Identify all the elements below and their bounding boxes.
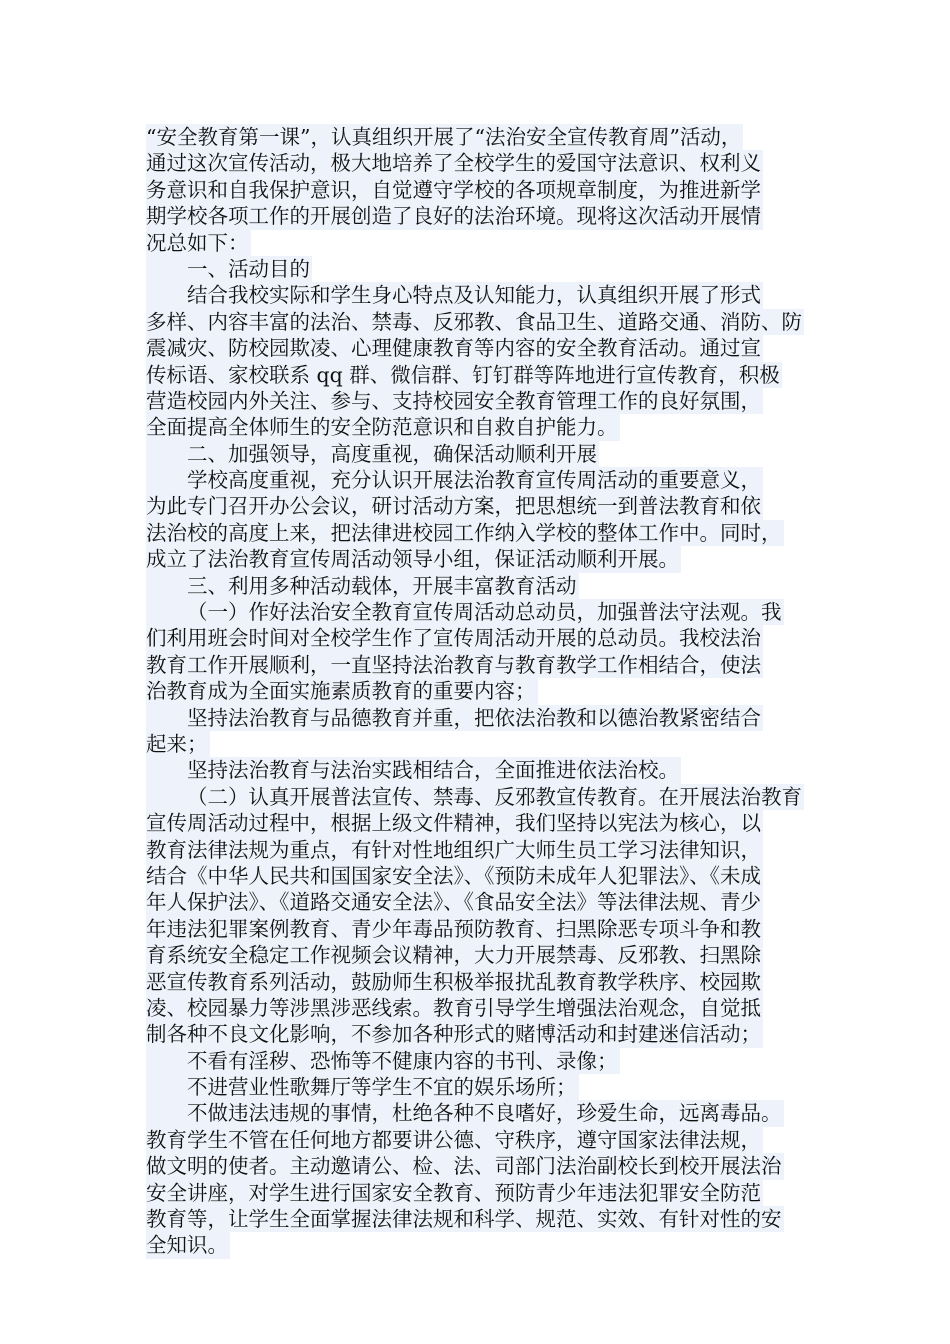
text-line [146,916,806,942]
text-line-content: 务意识和自我保护意识，自觉遵守学校的各项规章制度，为推进新学 [146,177,761,202]
text-line-content: （一）作好法治安全教育宣传周活动总动员，加强普法守法观。我 [146,599,784,625]
text-line [146,1180,806,1206]
text-line [146,1021,806,1047]
text-line-content: 成立了法治教育宣传周活动领导小组，保证活动顺利开展。 [146,547,679,572]
text-line-content: 教育工作开展顺利，一直坚持法治教育与教育教学工作相结合，使法 [146,652,761,677]
text-line-content: 凌、校园暴力等涉黑涉恶线索。教育引导学生增强法治观念，自觉抵 [146,995,761,1020]
text-line-content: 年违法犯罪案例教育、青少年毒品预防教育、扫黑除恶专项斗争和教 [146,916,761,941]
text-line [146,282,806,308]
text-line-content: 做文明的使者。主动邀请公、检、法、司部门法治副校长到校开展法治 [146,1154,782,1179]
text-line [146,995,806,1021]
text-line [146,520,806,546]
text-line-content: 起来； [146,731,208,756]
text-line-content: 教育学生不管在任何地方都要讲公德、守秩序，遵守国家法律法规， [146,1127,761,1152]
text-line-content: 安全讲座，对学生进行国家安全教育、预防青少年违法犯罪安全防范 [146,1180,761,1205]
text-line [146,1100,806,1126]
text-line-content: 期学校各项工作的开展创造了良好的法治环境。现将这次活动开展情 [146,204,761,229]
text-line-content: 全知识。 [146,1233,228,1258]
text-line [146,810,806,836]
text-line [146,784,806,810]
text-line [146,678,806,704]
text-line-content: 法治校的高度上来，把法律进校园工作纳入学校的整体工作中。同时， [146,520,782,545]
text-line [146,362,806,388]
text-line-content: 结合《中华人民共和国国家安全法》、《预防未成年人犯罪法》、《未成 [146,863,761,888]
text-line-content: 二、加强领导，高度重视，确保活动顺利开展 [146,441,599,467]
text-line [146,1127,806,1153]
text-line [146,467,806,493]
text-line-content: 恶宣传教育系列活动，鼓励师生积极举报扰乱教育教学秩序、校园欺 [146,969,761,994]
text-line [146,625,806,651]
text-line [146,1206,806,1232]
text-line [146,573,806,599]
text-line-content: 不做违法违规的事情，杜绝各种不良嗜好，珍爱生命，远离毒品。 [146,1100,784,1126]
text-line-content: 结合我校实际和学生身心特点及认知能力，认真组织开展了形式 [146,282,763,308]
text-line-content: 坚持法治教育与法治实践相结合，全面推进依法治校。 [146,757,681,783]
text-line-content: 教育法律法规为重点，有针对性地组织广大师生员工学习法律知识， [146,837,761,862]
text-line [146,414,806,440]
text-line [146,863,806,889]
text-line-content: 震减灾、防校园欺凌、心理健康教育等内容的安全教育活动。通过宣 [146,336,761,361]
text-line [146,1048,806,1074]
text-line [146,599,806,625]
text-line-content: 坚持法治教育与品德教育并重，把依法治教和以德治教紧密结合 [146,705,763,731]
text-line-content: “安全教育第一课”，认真组织开展了“法治安全宣传教育周”活动， [146,125,742,149]
text-line [146,493,806,519]
text-line [146,652,806,678]
text-line-content: 制各种不良文化影响，不参加各种形式的赌博活动和封建迷信活动； [146,1022,761,1047]
text-line [146,757,806,783]
text-line-content: 全面提高全体师生的安全防范意识和自救自护能力。 [146,415,618,440]
text-line-content: 宣传周活动过程中，根据上级文件精神，我们坚持以宪法为核心，以 [146,811,761,836]
text-line-content: （二）认真开展普法宣传、禁毒、反邪教宣传教育。在开展法治教育 [146,784,804,810]
text-line [146,546,806,572]
text-line [146,441,806,467]
text-line-content: 传标语、家校联系 qq 群、微信群、钉钉群等阵地进行宣传教育，积极 [146,362,780,387]
text-line [146,1074,806,1100]
text-line-content: 不进营业性歌舞厅等学生不宜的娱乐场所； [146,1074,579,1100]
text-line-content: 况总如下： [146,230,249,255]
document-body [146,124,806,1259]
text-line [146,1232,806,1258]
text-line [146,1153,806,1179]
text-line-content: 为此专门召开办公会议，研讨活动方案，把思想统一到普法教育和依 [146,494,761,519]
text-line-content: 教育等，让学生全面掌握法律法规和科学、规范、实效、有针对性的安 [146,1207,782,1232]
text-line [146,203,806,229]
text-line [146,705,806,731]
text-line-content: 不看有淫秽、恐怖等不健康内容的书刊、录像； [146,1048,620,1074]
text-line [146,969,806,995]
text-line [146,177,806,203]
text-line [146,731,806,757]
text-line-content: 通过这次宣传活动，极大地培养了全校学生的爱国守法意识、权利义 [146,151,761,176]
text-line [146,309,806,335]
text-line-content: 学校高度重视，充分认识开展法治教育宣传周活动的重要意义， [146,467,763,493]
text-line [146,256,806,282]
text-line [146,889,806,915]
text-line [146,942,806,968]
text-line [146,150,806,176]
text-line-content: 年人保护法》、《道路交通安全法》、《食品安全法》等法律法规、青少 [146,890,761,915]
text-line-content: 一、活动目的 [146,256,312,282]
text-line [146,230,806,256]
text-line-content: 们利用班会时间对全校学生作了宣传周活动开展的总动员。我校法治 [146,626,761,651]
text-line-content: 营造校园内外关注、参与、支持校园安全教育管理工作的良好氛围， [146,388,761,413]
text-line-content: 多样、内容丰富的法治、禁毒、反邪教、食品卫生、道路交通、消防、防 [146,309,802,334]
text-line [146,124,806,150]
text-line [146,837,806,863]
text-line-content: 育系统安全稳定工作视频会议精神，大力开展禁毒、反邪教、扫黑除 [146,943,761,968]
text-line [146,388,806,414]
text-line-content: 治教育成为全面实施素质教育的重要内容； [146,679,536,704]
text-line-content: 三、利用多种活动载体，开展丰富教育活动 [146,573,579,599]
text-line [146,335,806,361]
